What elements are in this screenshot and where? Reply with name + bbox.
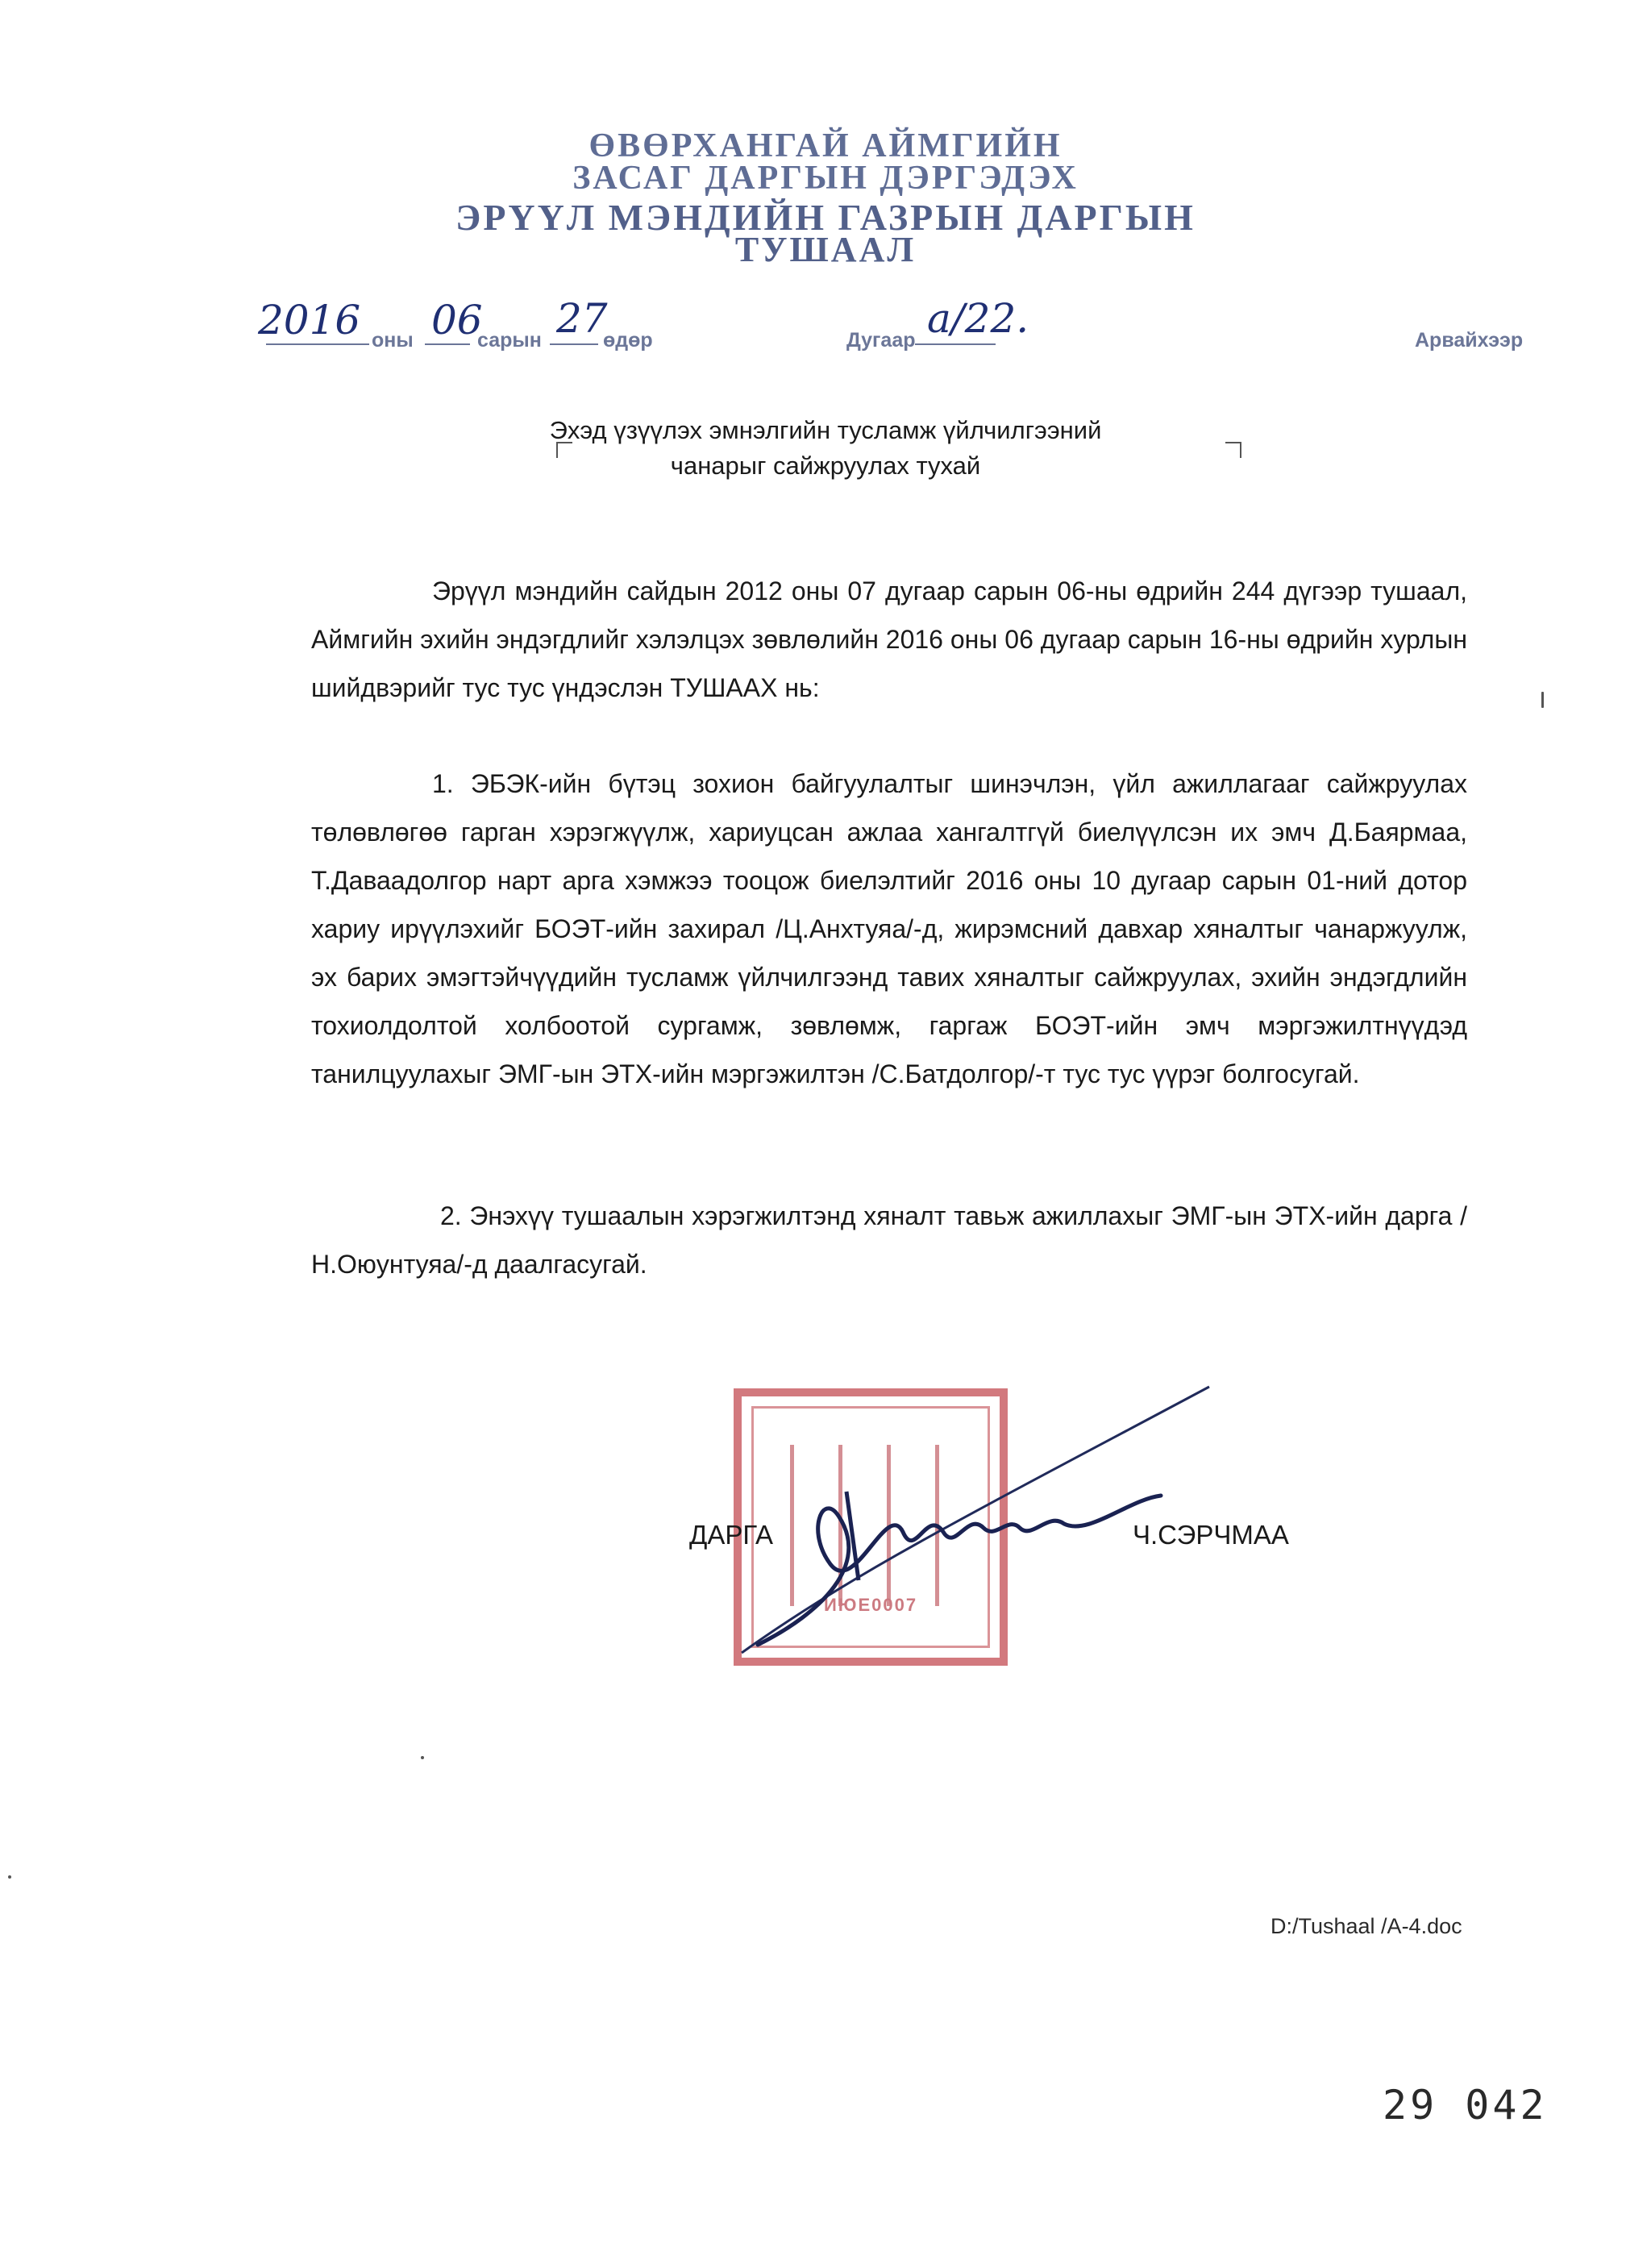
date-line bbox=[0, 295, 1651, 356]
month-underline bbox=[425, 343, 470, 345]
handwritten-year: 2016 bbox=[258, 297, 361, 343]
place-label: Арвайхээр bbox=[1415, 329, 1524, 352]
handwritten-month: 06 bbox=[431, 297, 483, 343]
file-path: D:/Tushaal /A-4.doc bbox=[1270, 1914, 1462, 1938]
order-item-2: 2. Энэхүү тушаалын хэрэгжилтэнд хяналт тавьж ажиллахыг ЭМГ-ын ЭТХ-ийн дарга /Н.Оюунтуяа/-д даалгасугай. bbox=[311, 1201, 1467, 1279]
handwritten-signature bbox=[709, 1371, 1225, 1661]
signatory-name: Ч.СЭРЧМАА bbox=[1133, 1520, 1289, 1550]
year-label: оны bbox=[372, 329, 414, 352]
day-label: өдөр bbox=[603, 329, 653, 352]
header-line-2: ЗАСАГ ДАРГЫН ДЭРГЭДЭХ bbox=[572, 160, 1079, 197]
day-underline bbox=[550, 343, 598, 345]
year-underline bbox=[266, 343, 369, 345]
signatory-role: ДАРГА bbox=[689, 1520, 774, 1550]
serial-number: 29 042 bbox=[1383, 2082, 1548, 2129]
order-subject bbox=[0, 413, 1651, 484]
number-label: Дугаар bbox=[846, 329, 916, 352]
scan-speck bbox=[421, 1756, 424, 1759]
header-title: ТУШААЛ bbox=[734, 230, 917, 269]
scan-speck bbox=[8, 1875, 11, 1879]
month-label: сарын bbox=[477, 329, 542, 352]
handwritten-day: 27 bbox=[556, 295, 608, 342]
header-line-1: ӨВӨРХАНГАЙ АЙМГИЙН bbox=[588, 127, 1063, 164]
subject-line-1: Эхэд үзүүлэх эмнэлгийн тусламж үйлчилгээний bbox=[549, 416, 1102, 444]
scan-mark bbox=[1541, 692, 1544, 708]
handwritten-number: а/22. bbox=[927, 295, 1029, 342]
preamble-paragraph: Эрүүл мэндийн сайдын 2012 оны 07 дугаар сарын 06-ны өдрийн 244 дүгээр тушаал, Аймгийн эхийн эндэгдлийг хэлэлцэх зөвлөлийн 2016 оны 06 дугаар сарын 16-ны өдрийн хурлын шийдвэрийг тус тус үндэслэн ТУШААХ нь: bbox=[311, 576, 1467, 702]
header-line-3: ЭРҮҮЛ МЭНДИЙН ГАЗРЫН ДАРГЫН bbox=[455, 197, 1196, 238]
subject-line-2: чанарыг сайжруулах тухай bbox=[670, 452, 981, 480]
stamp-code: ИЮЕ0007 bbox=[823, 1595, 918, 1615]
number-underline bbox=[915, 343, 996, 345]
order-item-1: 1. ЭБЭК-ийн бүтэц зохион байгуулалтыг шинэчлэн, үйл ажиллагааг сайжруулах төлөвлөгөө гарган хэрэгжүүлж, хариуцсан ажлаа хангалтгүй биелүүлсэн их эмч Д.Баярмаа, Т.Даваадолгор нарт арга хэмжээ тооцож биелэлтийг 2016 оны 10 дугаар сарын 01-ний дотор хариу ирүүлэхийг БОЭТ-ийн захирал /Ц.Анхтуяа/-д, жирэмсний давхар хяналтыг чанаржуулж, эх барих эмэгтэйчүүдийн тусламж үйлчилгээнд тавих хяналтыг сайжруулах, эхийн эндэгдлийн тохиолдолтой холбоотой сургамж, зөвлөмж, гаргаж БОЭТ-ийн эмч мэргэжилтнүүдэд танилцуулахыг ЭМГ-ын ЭТХ-ийн мэргэжилтэн /С.Батдолгор/-т тус тус үүрэг болгосугай. bbox=[311, 769, 1467, 1088]
